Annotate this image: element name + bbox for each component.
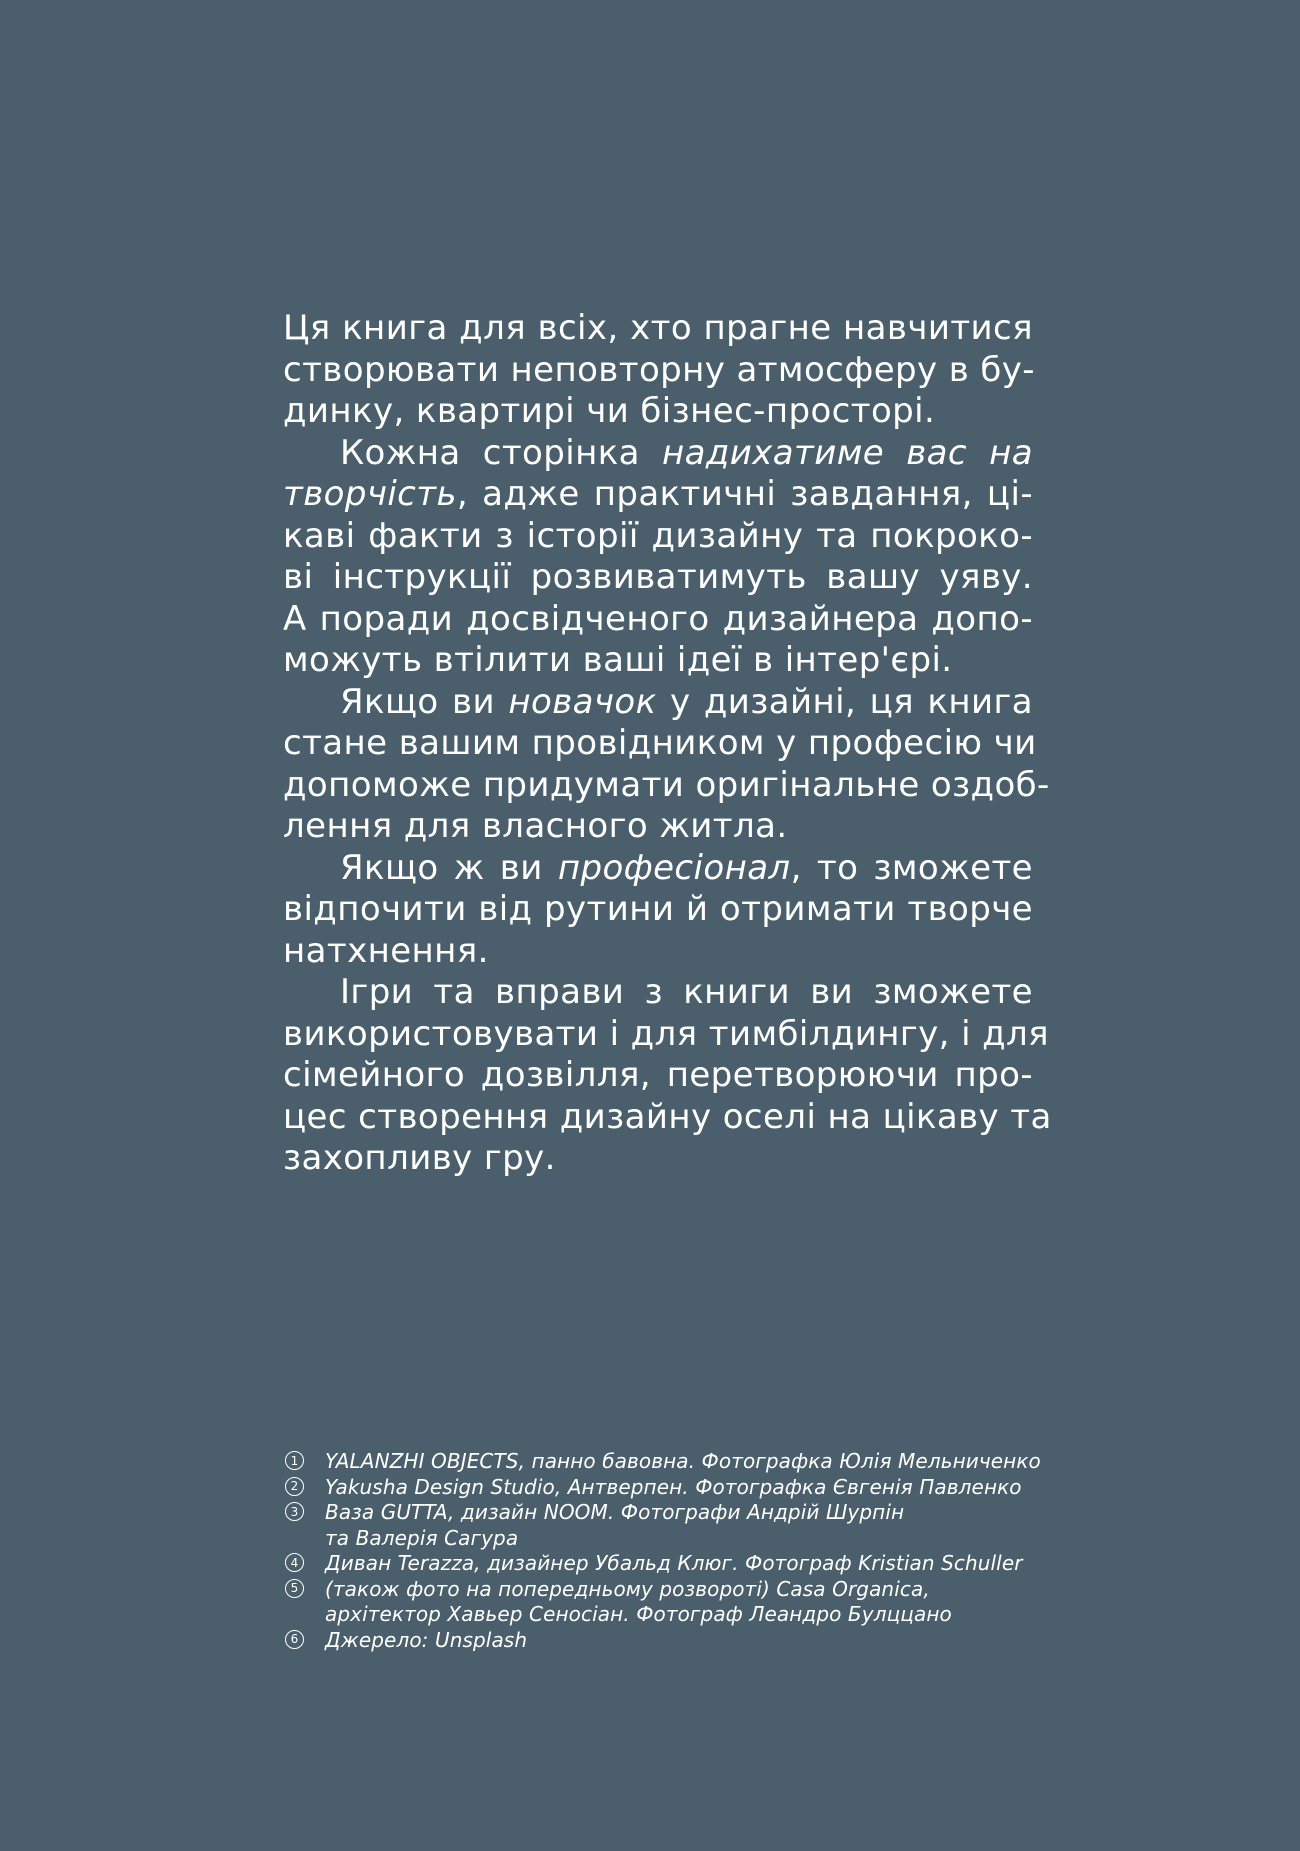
text-line: натхнення.: [283, 930, 489, 971]
credit-item: [285, 1500, 1065, 1551]
emphasis-text: професіонал: [557, 847, 791, 888]
emphasis-text: новачок: [508, 681, 657, 722]
text-line: [283, 682, 1033, 724]
circled-number-icon: 5: [285, 1579, 304, 1598]
credit-text: (також фото на попередньому розвороті) Casa Organica,: [325, 1576, 930, 1601]
text-line: Ця книга для всіх, хто прагне навчитися: [283, 308, 1033, 348]
text-line: використовувати і для тимбілдингу, і для: [283, 1013, 1050, 1054]
text-line: стане вашим провідником у професію чи: [283, 723, 1037, 763]
text-line: лення для власного житла.: [283, 806, 788, 846]
text-line: динку, квартирі чи бізнес-просторі.: [283, 391, 936, 431]
emphasis-text: творчість: [283, 474, 457, 514]
circled-number-icon: 6: [285, 1630, 304, 1649]
text-line: захопливу гру.: [283, 1138, 556, 1178]
text-line: каві факти з історії дизайну та покроко-: [283, 515, 1033, 556]
circled-number-icon: 1: [285, 1451, 304, 1470]
credit-text: та Валерія Сагура: [325, 1525, 519, 1550]
credit-item: [285, 1628, 1065, 1654]
credit-item: [285, 1475, 1065, 1501]
circled-number-icon: 4: [285, 1553, 304, 1572]
text-line: допоможе придумати оригінальне оздоб-: [283, 764, 1050, 805]
text-line: [283, 433, 1033, 475]
text-line: А поради досвідченого дизайнера допо-: [283, 598, 1033, 639]
text-line: можуть втілити ваші ідеї в інтер'єрі.: [283, 640, 953, 680]
text-run: , адже практичні завдання, ці-: [456, 474, 1033, 514]
text-run: Кожна сторінка: [340, 432, 663, 473]
credit-text: архітектор Хавьер Сеносіан. Фотограф Леандро Булццано: [325, 1602, 952, 1626]
text-line: сімейного дозвілля, перетворюючи про-: [283, 1055, 1033, 1095]
emphasis-text: надихатиме вас на: [662, 432, 1033, 473]
text-run: Якщо ж ви: [340, 847, 558, 888]
credit-item: [285, 1449, 1065, 1475]
circled-number-icon: 2: [285, 1477, 304, 1496]
text-line: цес створення дизайну оселі на цікаву та: [283, 1096, 1052, 1137]
photo-credits: [285, 1449, 1065, 1653]
text-run: у дизайні, ця книга: [656, 681, 1033, 722]
credit-text: Джерело: Unsplash: [325, 1627, 528, 1652]
credit-text: YALANZHI OBJECTS, панно бавовна. Фотографка Юлія Мельниченко: [325, 1449, 1041, 1473]
circled-number-icon: 3: [285, 1502, 304, 1521]
credit-text: Ваза GUTTA, дизайн NOOM. Фотографи Андрій Шурпін: [325, 1500, 905, 1524]
text-line: [283, 474, 1033, 516]
credit-item: [285, 1577, 1065, 1628]
credit-item: [285, 1551, 1065, 1577]
text-run: , то зможете: [790, 847, 1033, 888]
text-line: створювати неповторну атмосферу в бу-: [283, 349, 1035, 390]
text-run: Якщо ви: [340, 681, 509, 722]
text-line: відпочити від рутини й отримати творче: [283, 889, 1033, 929]
credit-text: Диван Terazza, дизайнер Убальд Клюг. Фотограф Kristian Schuller: [325, 1551, 1023, 1575]
text-line: ві інструкції розвиватимуть вашу уяву.: [283, 557, 1033, 597]
description-text: [283, 308, 1052, 1180]
credit-text: Yakusha Design Studio, Антверпен. Фотографка Євгенія Павленко: [325, 1474, 1022, 1499]
text-line: Ігри та вправи з книги ви зможете: [340, 972, 1033, 1012]
text-line: [283, 848, 1033, 890]
